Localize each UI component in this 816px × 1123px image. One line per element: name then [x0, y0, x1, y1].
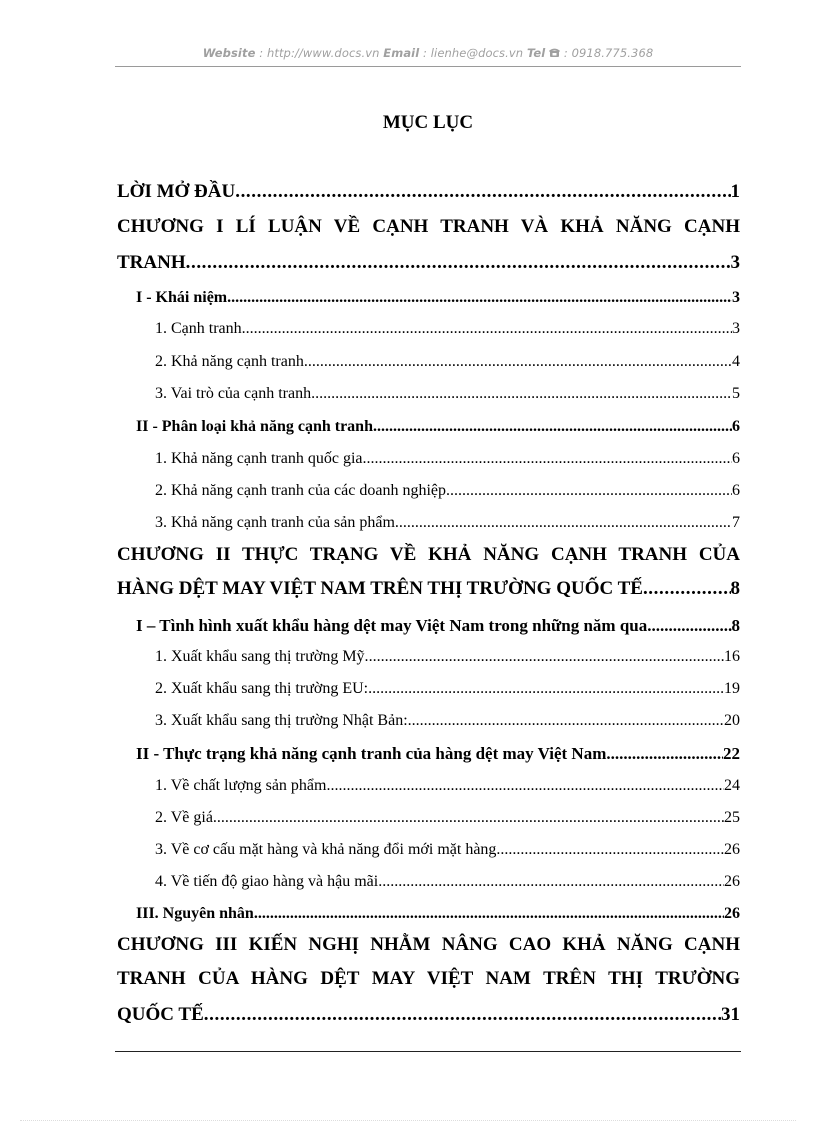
toc-entry-label: 2. Khả năng cạnh tranh [155, 353, 304, 370]
page-bottom-edge [20, 1120, 796, 1121]
toc-chapter-1-line1[interactable]: CHƯƠNG I LÍ LUẬN VỀ CẠNH TRANH VÀ KHẢ NĂNG CẠNH [117, 216, 740, 237]
toc-page-number: 8 [731, 616, 740, 635]
toc-entry-c1-i-2[interactable] [155, 353, 740, 371]
toc-page-number: 4 [732, 353, 740, 370]
toc-entry-label: 3. Khả năng cạnh tranh của sản phẩm [155, 514, 395, 531]
toc-page-number: 7 [732, 514, 740, 531]
tel-label: Tel [526, 46, 546, 60]
toc-entry-c1-ii[interactable] [136, 418, 740, 436]
toc-entry-c2-i-2[interactable] [155, 680, 740, 698]
toc-entry-c2-i[interactable] [136, 616, 740, 636]
toc-leader-dots [362, 450, 732, 468]
toc-entry-loi-mo-dau[interactable] [117, 181, 740, 203]
toc-entry-c1-i-1[interactable] [155, 320, 740, 338]
toc-entry-label: I - Khái niệm [136, 289, 228, 306]
toc-chapter-2-line1[interactable]: CHƯƠNG II THỰC TRẠNG VỀ KHẢ NĂNG CẠNH TRANH CỦA [117, 544, 740, 565]
toc-page-number: 3 [732, 320, 740, 337]
toc-entry-label: 1. Khả năng cạnh tranh quốc gia [155, 450, 363, 467]
header-rule [115, 66, 741, 67]
website-value: : http://www.docs.vn [255, 46, 384, 60]
toc-entry-label: 2. Về giá [155, 809, 213, 826]
toc-page-number: 6 [732, 482, 740, 499]
toc-entry-label: TRANH [117, 252, 186, 273]
toc-leader-dots [186, 252, 731, 274]
toc-entry-label: 2. Xuất khẩu sang thị trường EU: [155, 680, 369, 697]
toc-entry-label: 3. Xuất khẩu sang thị trường Nhật Bản: [155, 712, 408, 729]
phone-icon [549, 48, 560, 58]
toc-page-number: 6 [732, 418, 740, 435]
toc-page-number: 6 [732, 450, 740, 467]
toc-leader-dots [395, 514, 732, 532]
toc-entry-label: QUỐC TẾ [117, 1004, 204, 1025]
toc-page-number: 8 [730, 578, 740, 599]
toc-entry-c1-ii-3[interactable] [155, 514, 740, 532]
toc-page-number: 31 [721, 1004, 740, 1025]
toc-entry-c2-ii-4[interactable] [155, 873, 740, 891]
toc-leader-dots [235, 181, 730, 203]
toc-leader-dots [242, 320, 732, 338]
toc-leader-dots [446, 482, 732, 500]
toc-entry-label: II - Thực trạng khả năng cạnh tranh của hàng dệt may Việt Nam [136, 744, 607, 763]
toc-entry-chapter-1[interactable] [117, 252, 740, 274]
toc-page-number: 5 [732, 385, 740, 402]
toc-entry-label: 3. Về cơ cấu mặt hàng và khả năng đổi mới mặt hàng [155, 841, 497, 858]
toc-entry-c1-ii-1[interactable] [155, 450, 740, 468]
toc-page-number: 26 [724, 841, 740, 858]
email-label: Email [383, 46, 420, 60]
toc-entry-c2-ii-2[interactable] [155, 809, 740, 827]
toc-entry-label: 1. Về chất lượng sản phẩm [155, 777, 327, 794]
toc-leader-dots [408, 712, 724, 730]
toc-entry-c2-i-1[interactable] [155, 648, 740, 666]
toc-leader-dots [647, 616, 731, 636]
toc-page-number: 26 [724, 873, 740, 890]
toc-leader-dots [369, 648, 724, 666]
toc-entry-c2-ii[interactable] [136, 744, 740, 764]
toc-entry-label: 1. Cạnh tranh [155, 320, 242, 337]
toc-entry-label: 1. Xuất khẩu sang thị trường Mỹ. [155, 648, 369, 665]
toc-page-number: 20 [724, 712, 740, 729]
toc-page-number: 26 [724, 905, 740, 922]
toc-entry-label: 4. Về tiến độ giao hàng và hậu mãi [155, 873, 379, 890]
toc-entry-c2-ii-3[interactable] [155, 841, 740, 859]
toc-chapter-3-line1[interactable]: CHƯƠNG III KIẾN NGHỊ NHẰM NÂNG CAO KHẢ NĂNG CẠNH [117, 934, 740, 955]
toc-leader-dots [204, 1004, 721, 1026]
toc-entry-c1-i-3[interactable] [155, 385, 740, 403]
toc-page-number: 3 [730, 252, 740, 273]
toc-entry-label: LỜI MỞ ĐẦU [117, 181, 236, 202]
toc-entry-chapter-2[interactable] [117, 578, 740, 600]
toc-leader-dots [643, 578, 731, 600]
toc-leader-dots [373, 418, 732, 436]
toc-leader-dots [496, 841, 724, 859]
toc-page-number: 1 [730, 181, 740, 202]
website-label: Website [202, 46, 256, 60]
toc-entry-label: 2. Khả năng cạnh tranh của các doanh nghiệp [155, 482, 446, 499]
toc-entry-label: III. Nguyên nhân [136, 905, 254, 922]
toc-leader-dots [304, 353, 732, 371]
tel-value: : 0918.775.368 [560, 46, 654, 60]
toc-page-number: 19 [724, 680, 740, 697]
toc-leader-dots [254, 905, 724, 923]
toc-entry-label: II - Phân loại khả năng cạnh tranh [136, 418, 373, 435]
toc-leader-dots [227, 289, 732, 307]
toc-leader-dots [606, 744, 723, 764]
toc-page-number: 22 [723, 744, 740, 763]
toc-page-number: 24 [724, 777, 740, 794]
page-header [115, 46, 741, 66]
toc-entry-chapter-3[interactable] [117, 1004, 740, 1026]
toc-entry-label: HÀNG DỆT MAY VIỆT NAM TRÊN THỊ TRƯỜNG QUỐC TẾ [117, 578, 643, 599]
toc-chapter-3-line2[interactable]: TRANH CỦA HÀNG DỆT MAY VIỆT NAM TRÊN THỊ TRƯỜNG [117, 968, 740, 989]
page-title: MỤC LỤC [382, 112, 474, 133]
toc-page-number: 3 [732, 289, 740, 306]
footer-rule [115, 1051, 741, 1052]
toc-entry-c1-i[interactable] [136, 289, 740, 307]
toc-entry-c2-ii-1[interactable] [155, 777, 740, 795]
email-value: : lienhe@docs.vn [419, 46, 527, 60]
toc-entry-c2-iii[interactable] [136, 905, 740, 923]
toc-leader-dots [326, 777, 724, 795]
toc-leader-dots [368, 680, 724, 698]
toc-entry-label: 3. Vai trò của cạnh tranh [155, 385, 312, 402]
toc-page-number: 16 [724, 648, 740, 665]
toc-leader-dots [311, 385, 732, 403]
toc-entry-c2-i-3[interactable] [155, 712, 740, 730]
toc-entry-label: I – Tình hình xuất khẩu hàng dệt may Việt Nam trong những năm qua [136, 616, 648, 635]
toc-leader-dots [213, 809, 724, 827]
toc-entry-c1-ii-2[interactable] [155, 482, 740, 500]
toc-page-number: 25 [724, 809, 740, 826]
toc-leader-dots [378, 873, 724, 891]
